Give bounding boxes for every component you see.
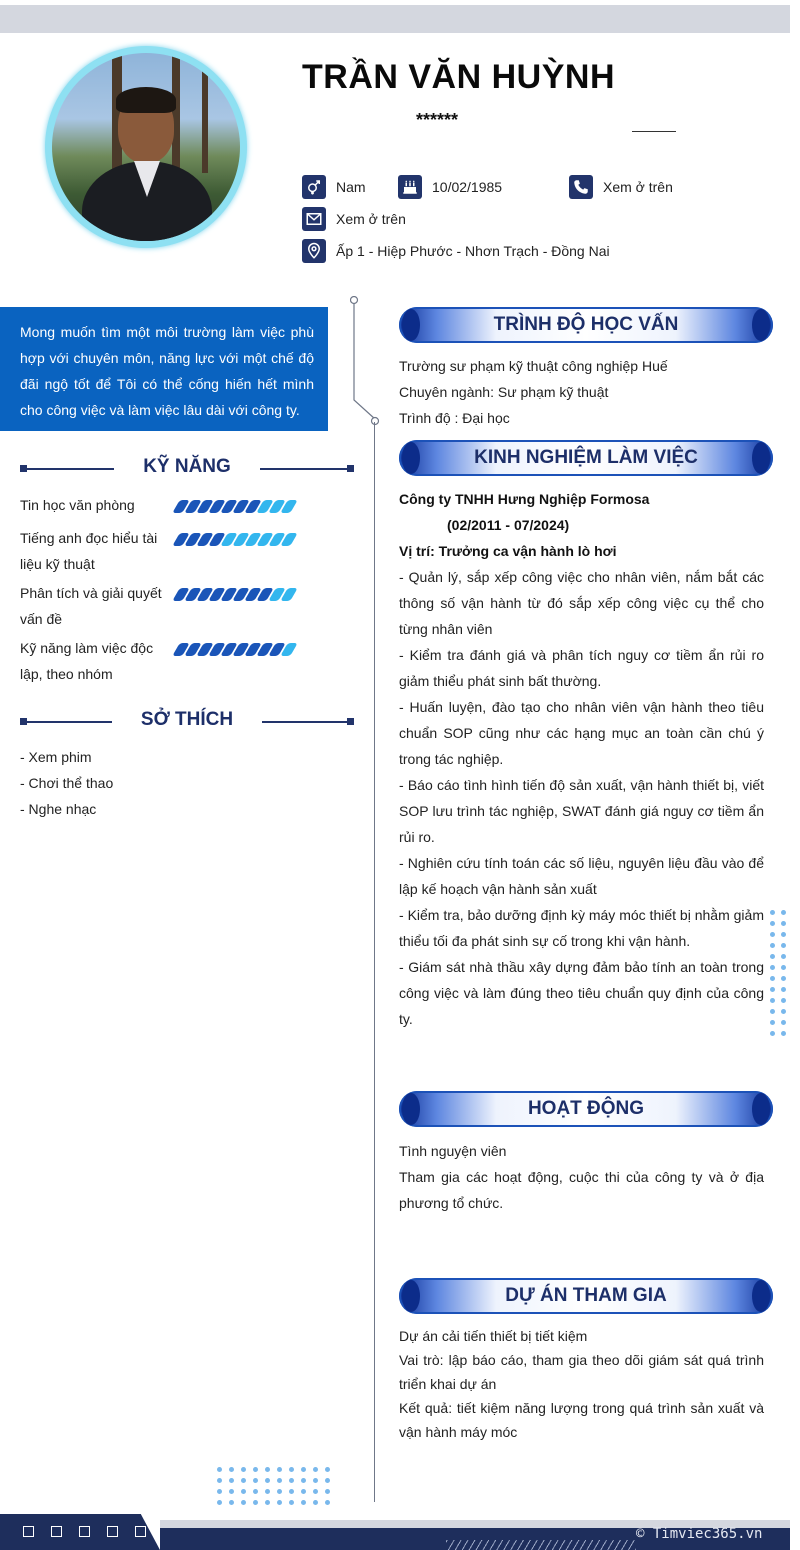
skill-level <box>176 588 294 601</box>
gender-icon <box>302 175 326 199</box>
decorative-dot <box>770 1031 775 1036</box>
decorative-dot <box>289 1500 294 1505</box>
job-title: ****** <box>416 110 459 130</box>
decorative-dot <box>301 1500 306 1505</box>
experience-duty: - Quản lý, sắp xếp công việc cho nhân viên, nắm bắt các thông số vận hành từ đó sắp xếp công việc cụ thể cho từng nhân viên <box>399 569 764 637</box>
decorative-dot <box>253 1489 258 1494</box>
decorative-dot <box>770 910 775 915</box>
hobbies-title: SỞ THÍCH <box>140 709 234 730</box>
project-name: Dự án cải tiến thiết bị tiết kiệm <box>399 1328 588 1344</box>
skills-title: KỸ NĂNG <box>143 456 231 477</box>
decorative-dots <box>217 1467 330 1505</box>
phone-value: Xem ở trên <box>603 179 673 195</box>
decorative-dot <box>770 1020 775 1025</box>
decorative-dot <box>289 1489 294 1494</box>
decorative-dot <box>277 1478 282 1483</box>
decorative-dot <box>781 965 786 970</box>
candidate-name: TRẦN VĂN HUỲNH <box>302 58 615 96</box>
decorative-dot <box>217 1467 222 1472</box>
experience-duty: - Kiểm tra đánh giá và phân tích nguy cơ tiềm ẩn rủi ro giảm thiểu phát sinh bất thường. <box>399 647 764 689</box>
decorative-dot <box>781 932 786 937</box>
top-bar <box>0 5 790 33</box>
decorative-dot <box>277 1500 282 1505</box>
activities-description: Tham gia các hoạt động, cuộc thi của công ty và ở địa phương tổ chức. <box>399 1169 764 1211</box>
info-birthday <box>398 175 502 199</box>
address-value: Ấp 1 - Hiệp Phước - Nhơn Trạch - Đồng Nai <box>336 243 610 259</box>
skill-name: Tin học văn phòng <box>20 497 135 513</box>
decorative-dot <box>301 1478 306 1483</box>
avatar-photo <box>52 53 240 241</box>
project-result: Kết quả: tiết kiệm năng lượng trong quá trình sản xuất và vận hành máy móc <box>399 1400 764 1440</box>
gender-value: Nam <box>336 179 366 195</box>
decorative-dot <box>325 1467 330 1472</box>
experience-content <box>399 486 764 1032</box>
project-role: Vai trò: lập báo cáo, tham gia theo dõi giám sát quá trình triển khai dự án <box>399 1352 764 1392</box>
decorative-dot <box>781 954 786 959</box>
hobbies-heading <box>20 707 354 737</box>
decorative-dot <box>781 1009 786 1014</box>
location-pin-icon <box>302 239 326 263</box>
decorative-dot <box>253 1467 258 1472</box>
decorative-dot <box>770 954 775 959</box>
experience-duty: - Huấn luyện, đào tạo cho nhân viên vận hành theo tiêu chuẩn SOP cũng như các hạng mục an toàn cần chú ý trong tác nghiệp. <box>399 699 764 767</box>
birthday-value: 10/02/1985 <box>432 179 503 195</box>
skill-name: Phân tích và giải quyết vấn đề <box>20 585 162 627</box>
decorative-dot <box>241 1489 246 1494</box>
decorative-dot <box>781 998 786 1003</box>
decorative-dot <box>770 921 775 926</box>
decorative-dot <box>325 1478 330 1483</box>
decorative-dot <box>229 1467 234 1472</box>
decorative-dot <box>265 1478 270 1483</box>
footer <box>0 1514 800 1550</box>
skill-level <box>176 500 294 513</box>
decorative-dot <box>313 1489 318 1494</box>
decorative-dot <box>781 976 786 981</box>
info-gender <box>302 175 366 199</box>
info-email <box>302 207 406 231</box>
education-major: Chuyên ngành: Sư phạm kỹ thuật <box>399 384 609 400</box>
decorative-dot <box>301 1489 306 1494</box>
decorative-dot <box>217 1500 222 1505</box>
phone-icon <box>569 175 593 199</box>
copyright: © Timviec365.vn <box>636 1526 763 1542</box>
projects-heading <box>399 1278 773 1314</box>
decorative-dot <box>770 976 775 981</box>
projects-title: DỰ ÁN THAM GIA <box>505 1285 667 1306</box>
decorative-dot <box>277 1467 282 1472</box>
decorative-dot <box>313 1500 318 1505</box>
experience-duty: - Giám sát nhà thầu xây dựng đảm bảo tính an toàn trong công việc và làm đúng theo tiêu chuẩn quy định của công ty. <box>399 959 764 1027</box>
decorative-dot <box>241 1500 246 1505</box>
decorative-dot <box>229 1489 234 1494</box>
decorative-dot <box>265 1500 270 1505</box>
experience-company: Công ty TNHH Hưng Nghiệp Formosa <box>399 491 650 507</box>
skill-item <box>20 492 360 518</box>
decorative-dot <box>229 1478 234 1483</box>
education-school: Trường sư phạm kỹ thuật công nghiệp Huế <box>399 358 668 374</box>
decorative-dot <box>301 1467 306 1472</box>
skill-item <box>20 525 360 577</box>
decorative-dot <box>253 1478 258 1483</box>
skill-name: Kỹ năng làm việc độc lập, theo nhóm <box>20 640 154 682</box>
avatar <box>45 46 247 248</box>
decorative-dot <box>770 987 775 992</box>
decorative-dots <box>770 910 786 1036</box>
decorative-dot <box>313 1478 318 1483</box>
activities-content <box>399 1138 764 1216</box>
education-title: TRÌNH ĐỘ HỌC VẤN <box>493 314 679 335</box>
skill-item <box>20 580 360 632</box>
skills-heading <box>20 454 354 484</box>
education-level: Trình độ : Đại học <box>399 410 510 426</box>
cake-icon <box>398 175 422 199</box>
activities-heading <box>399 1091 773 1127</box>
decorative-dot <box>325 1500 330 1505</box>
decorative-dot <box>313 1467 318 1472</box>
decorative-dot <box>770 932 775 937</box>
decorative-dot <box>781 1020 786 1025</box>
decorative-dot <box>265 1489 270 1494</box>
activities-role: Tình nguyện viên <box>399 1143 507 1159</box>
decorative-dot <box>770 1009 775 1014</box>
info-address <box>302 239 610 263</box>
hobby-item: - Chơi thể thao <box>20 775 114 791</box>
skill-item <box>20 635 360 687</box>
education-heading <box>399 307 773 343</box>
decorative-dot <box>781 1031 786 1036</box>
skill-level <box>176 643 294 656</box>
decorative-dot <box>289 1478 294 1483</box>
projects-content <box>399 1324 764 1444</box>
experience-position: Vị trí: Trưởng ca vận hành lò hơi <box>399 543 617 559</box>
decorative-dot <box>781 943 786 948</box>
decorative-dot <box>289 1467 294 1472</box>
skill-name: Tiếng anh đọc hiểu tài liệu kỹ thuật <box>20 530 158 572</box>
decorative-dot <box>781 910 786 915</box>
timeline-connector <box>350 296 382 428</box>
decorative-dot <box>277 1489 282 1494</box>
timeline-line <box>374 422 375 1502</box>
info-phone <box>569 175 673 199</box>
decorative-dot <box>253 1500 258 1505</box>
decorative-dot <box>770 998 775 1003</box>
decorative-dot <box>217 1489 222 1494</box>
decorative-dot <box>781 987 786 992</box>
hobby-item: - Nghe nhạc <box>20 801 97 817</box>
email-icon <box>302 207 326 231</box>
career-objective: Mong muốn tìm một môi trường làm việc phù hợp với chuyên môn, năng lực với một chế độ đãi ngộ tốt để Tôi có thể cống hiến hết mình cho công việc và làm việc lâu dài với công ty. <box>0 307 328 431</box>
decorative-dot <box>770 965 775 970</box>
experience-duty: - Báo cáo tình hình tiến độ sản xuất, vận hành thiết bị, viết SOP lưu trình tác nghiệp, SWAT đánh giá nguy cơ tiềm ẩn rủi ro. <box>399 777 764 845</box>
decorative-dot <box>325 1489 330 1494</box>
decorative-dot <box>241 1478 246 1483</box>
experience-duty: - Kiểm tra, bảo dưỡng định kỳ máy móc thiết bị nhằm giảm thiểu tối đa phát sinh sự cố trong khi vận hành. <box>399 907 764 949</box>
divider <box>632 131 676 132</box>
decorative-dot <box>217 1478 222 1483</box>
decorative-dot <box>770 943 775 948</box>
education-content <box>399 353 764 431</box>
skill-level <box>176 533 294 546</box>
decorative-dot <box>265 1467 270 1472</box>
decorative-dot <box>241 1467 246 1472</box>
email-value: Xem ở trên <box>336 211 406 227</box>
activities-title: HOẠT ĐỘNG <box>527 1098 645 1119</box>
experience-heading <box>399 440 773 476</box>
experience-duty: - Nghiên cứu tính toán các số liệu, nguyên liệu đầu vào để lập kế hoạch vận hành sản xuất <box>399 855 764 897</box>
experience-period: (02/2011 - 07/2024) <box>447 517 570 533</box>
decorative-dot <box>781 921 786 926</box>
hobby-item: - Xem phim <box>20 749 92 765</box>
decorative-dot <box>229 1500 234 1505</box>
experience-title: KINH NGHIỆM LÀM VIỆC <box>474 447 698 468</box>
